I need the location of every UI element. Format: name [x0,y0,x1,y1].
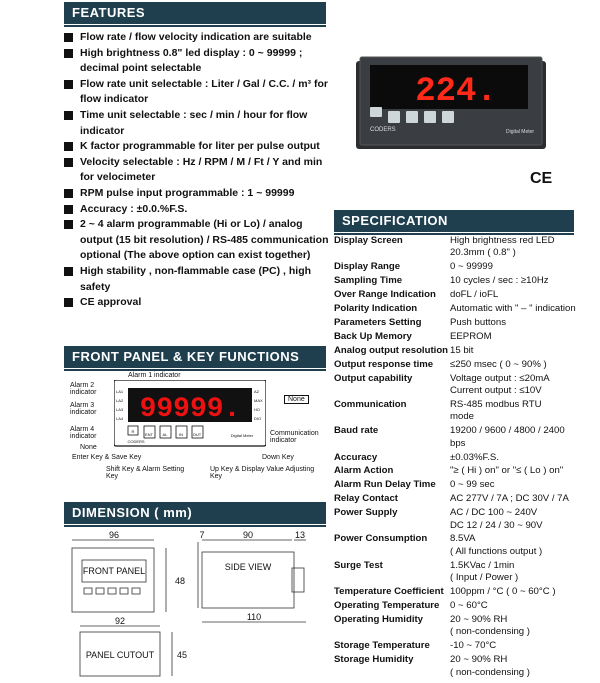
square-bullet-icon [64,205,73,214]
features-list [64,30,334,311]
feature-item [64,295,334,311]
feature-item [64,264,334,295]
dim-side-right: 13 [294,530,306,540]
spec-row [334,479,584,491]
led-la3: LA3 [116,407,124,412]
key-ent: ENT [145,432,153,437]
spec-value: 20 ~ 90% RH ( non-condensing ) [450,613,530,638]
spec-value: EEPROM [450,330,492,342]
feature-item [64,139,334,155]
feature-item [64,46,334,77]
product-model: Digital Meter [506,129,535,135]
dim-front-width: 96 [108,530,120,540]
spec-label: Relay Contact [334,493,398,505]
square-bullet-icon [64,189,73,198]
square-bullet-icon [64,142,73,151]
led-dio: DIO [254,416,262,421]
spec-row [334,586,584,598]
spec-value: 1.5KVac / 1min ( Input / Power ) [450,559,519,584]
spec-value: 100ppm / °C ( 0 ~ 60°C ) [450,586,556,598]
spec-row [334,493,584,505]
led-ho: HO [254,407,260,412]
feature-item [64,217,334,264]
spec-label: Operating Humidity [334,613,424,625]
front-model: Digital Meter [230,433,254,438]
spec-value: Push buttons [450,316,507,328]
label-enter: Enter Key & Save Key [72,454,142,461]
feature-text: 2 ~ 4 alarm programmable (Hi or Lo) / analog output (15 bit resolution) / RS-485 communication optional (The above option can exist together) [80,218,329,262]
spec-row [334,560,584,585]
product-display: 224. [415,73,497,111]
spec-label: Alarm Run Delay Time [334,479,436,491]
led-la2: LA2 [116,398,124,403]
feature-text: High brightness 0.8" led display : 0 ~ 99999 ; decimal point selectable [80,46,303,75]
feature-text: K factor programmable for liter per pulse output [80,140,320,153]
spec-row [334,359,584,371]
spec-label: Over Range Indication [334,289,436,301]
spec-value: Automatic with " – " indication [450,303,576,315]
spec-label: Baud rate [334,425,379,437]
spec-label: Parameters Setting [334,316,422,328]
square-bullet-icon [64,220,73,229]
square-bullet-icon [64,111,73,120]
spec-value: 0 ~ 99 sec [450,479,495,491]
spec-row [334,399,584,424]
spec-value: AC 277V / 7A ; DC 30V / 7A [450,493,569,505]
spec-label: Operating Temperature [334,599,440,611]
front-display: 99999. [139,394,241,425]
spec-label: Accuracy [334,451,378,463]
feature-item [64,77,334,108]
feature-item [64,30,334,46]
key-out: OUT [192,432,202,437]
front-panel-header: FRONT PANEL & KEY FUNCTIONS [64,346,326,368]
feature-text: CE approval [80,296,142,309]
spec-value: AC / DC 100 ~ 240V DC 12 / 24 / 30 ~ 90V [450,507,543,531]
led-la1: LA1 [116,389,124,394]
spec-row [334,507,584,532]
label-none-right: None [284,395,309,404]
spec-label: Sampling Time [334,275,403,287]
spec-value: ±0.03%F.S. [450,451,499,463]
spec-value: 20 ~ 90% RH ( non-condensing ) [450,654,530,678]
feature-item [64,155,334,186]
label-down: Down Key [262,454,294,461]
specification-header: SPECIFICATION [334,210,574,232]
dim-front-height: 48 [174,576,186,586]
key-al: AL [162,432,168,437]
spec-row [334,373,584,398]
spec-label: Analog output resolution [334,344,449,356]
spec-value: 19200 / 9600 / 4800 / 2400 bps [450,425,565,449]
label-alarm3: Alarm 3 indicator [70,402,97,416]
spec-label: Display Screen [334,235,403,246]
spec-value: 8.5VA ( All functions output ) [450,533,543,557]
dim-side-mid: 90 [242,530,254,540]
spec-label: Output capability [334,372,413,384]
dim-cutout-label: PANEL CUTOUT [85,650,155,660]
spec-row [334,425,584,450]
dimension-drawing [62,528,334,680]
dim-side-left: 7 [199,530,205,540]
label-shift: Shift Key & Alarm Setting Key [106,466,185,480]
spec-value: 10 cycles / sec : ≥10Hz [450,275,549,287]
spec-row [334,465,584,477]
label-alarm2: Alarm 2 indicator [70,382,97,396]
spec-label: Alarm Action [334,465,394,477]
square-bullet-icon [64,33,73,42]
ce-mark: CE [530,170,553,187]
front-panel-diagram [70,370,330,480]
square-bullet-icon [64,158,73,167]
label-none-left: None [80,444,97,451]
spec-row [334,614,584,639]
dim-cutout-width: 92 [114,616,126,626]
key-r: R [131,429,135,434]
spec-row [334,317,584,329]
label-up: Up Key & Display Value Adjusting Key [210,466,315,480]
square-bullet-icon [64,80,73,89]
spec-row [334,345,584,357]
features-header: FEATURES [64,2,326,24]
spec-row [334,303,584,315]
spec-value: "≥ ( Hi ) on" or "≤ ( Lo ) on" [450,465,564,477]
spec-row [334,275,584,287]
dim-side-total: 110 [246,612,262,622]
feature-text: RPM pulse input programmable : 1 ~ 99999 [80,186,295,199]
label-alarm4: Alarm 4 indicator [70,426,97,440]
product-photo [356,55,548,153]
spec-value: ≤250 msec ( 0 ~ 90% ) [450,358,547,370]
dim-side-label: SIDE VIEW [224,562,272,572]
dim-cutout-height: 45 [176,650,188,660]
spec-row [334,533,584,558]
spec-value: 0 ~ 60°C [450,599,488,611]
specification-table [334,235,584,680]
square-bullet-icon [64,49,73,58]
spec-label: Back Up Memory [334,330,412,342]
spec-row [334,235,584,260]
feature-item [64,186,334,202]
spec-row [334,331,584,343]
label-comm: Communication indicator [270,430,319,444]
dim-front-label: FRONT PANEL [82,566,146,576]
feature-text: Flow rate / flow velocity indication are suitable [80,31,312,43]
led-la4: LA4 [116,416,124,421]
spec-label: Communication [334,398,407,410]
spec-value: -10 ~ 70°C [450,640,497,652]
spec-label: Output response time [334,358,434,370]
spec-label: Power Supply [334,507,398,519]
feature-text: High stability , non-flammable case (PC) , high safety [80,264,312,293]
spec-row [334,600,584,612]
spec-label: Storage Humidity [334,654,414,666]
spec-label: Polarity Indication [334,303,418,315]
front-brand: CODERS [127,439,145,444]
spec-row [334,640,584,652]
square-bullet-icon [64,298,73,307]
dimension-header: DIMENSION ( mm) [64,502,326,524]
spec-row [334,261,584,273]
spec-label: Temperature Coefficient [334,586,444,598]
feature-item [64,202,334,218]
spec-label: Display Range [334,261,401,273]
product-brand: CODERS [370,127,396,133]
spec-label: Surge Test [334,559,383,571]
feature-text: Velocity selectable : Hz / RPM / M / Ft / Y and min for velocimeter [80,155,323,184]
led-az: AZ [254,389,260,394]
feature-item [64,108,334,139]
front-panel-meter [114,380,266,450]
label-alarm1: Alarm 1 indicator [128,372,181,379]
spec-label: Storage Temperature [334,640,430,652]
spec-value: RS-485 modbus RTU mode [450,398,542,423]
feature-text: Accuracy : ±0.0.%F.S. [80,202,188,215]
spec-value: doFL / ioFL [450,289,499,301]
spec-value: Voltage output : ≤20mA Current output : ≤10V [450,372,550,396]
spec-row [334,452,584,464]
feature-text: Flow rate unit selectable : Liter / Gal / C.C. / m³ for flow indicator [80,77,328,106]
feature-text: Time unit selectable : sec / min / hour for flow indicator [80,108,308,137]
spec-value: High brightness red LED 20.3mm ( 0.8" ) [450,235,555,259]
led-max: MAX [254,398,263,403]
spec-row [334,289,584,301]
spec-value: 0 ~ 99999 [450,261,493,273]
spec-row [334,654,584,679]
spec-value: 15 bit [450,344,474,356]
spec-label: Power Consumption [334,533,428,545]
key-in: IN [179,432,183,437]
square-bullet-icon [64,267,73,276]
